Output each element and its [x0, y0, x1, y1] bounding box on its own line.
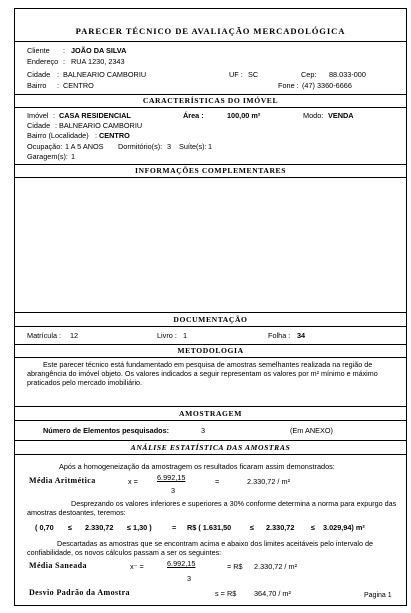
divider	[15, 41, 406, 42]
section-title-methodology: METODOLOGIA	[177, 346, 244, 355]
divider	[15, 107, 406, 108]
client-label: Cliente	[27, 46, 50, 55]
le-sign: ≤	[311, 523, 316, 532]
garage-value: 1	[71, 152, 76, 161]
sanitized-mean-label: Média Saneada	[29, 561, 87, 570]
colon: :	[57, 81, 60, 90]
range-factor: ≤ 1,30 )	[127, 523, 152, 532]
occupancy-value: 1 A 5 ANOS	[65, 142, 104, 151]
divider	[15, 312, 406, 313]
discard-note: Desprezando os valores inferiores e superiores a 30% conforme determina a norma para expurgo das amostras destoantes, teremos:	[27, 499, 397, 518]
equals-sign: =	[172, 523, 177, 532]
section-title-documentation: DOCUMENTAÇÃO	[173, 315, 248, 324]
methodology-text: Este parecer técnico está fundamentado em pesquisa de amostras semelhantes realizada na região de abrangência do imóvel objeto. Os valores indicados a seguir representam os valores por m² mínimo e máximo praticados pelo mercado imobiliário.	[27, 360, 378, 388]
section-title-characteristics: CARACTERÍSTICAS DO IMÓVEL	[142, 96, 279, 105]
address-label: Endereço	[27, 57, 59, 66]
bedrooms-label: Dormitório(s):	[118, 142, 163, 151]
range-min: R$ ( 1.631,50	[187, 523, 232, 532]
report-title: PARECER TÉCNICO DE AVALIAÇÃO MERCADOLÓGICA	[75, 26, 346, 36]
sanitized-mean-result: 2.330,72 / m²	[254, 562, 297, 571]
sanitized-mean-denominator: 3	[187, 574, 192, 583]
property-district-value: CENTRO	[99, 131, 130, 140]
colon: :	[53, 111, 56, 120]
report-sheet	[14, 8, 407, 606]
divider	[15, 326, 406, 327]
mean-result: 2.330,72 / m²	[247, 477, 290, 486]
std-deviation-symbol: s = R$	[215, 589, 237, 598]
sample-count-label: Número de Elementos pesquisados:	[43, 426, 170, 435]
divider	[15, 406, 406, 407]
mode-value: VENDA	[328, 111, 354, 120]
phone-label: Fone :	[278, 81, 299, 90]
district-label: Bairro	[27, 81, 47, 90]
district-value: CENTRO	[63, 81, 94, 90]
page-number: Pagina 1	[364, 592, 392, 599]
divider	[15, 164, 406, 165]
sheet-value: 34	[297, 331, 306, 340]
phone-value: (47) 3360-6666	[302, 81, 352, 90]
section-title-sampling: AMOSTRAGEM	[179, 409, 242, 418]
range-open: ( 0,70	[35, 523, 54, 532]
equals-sign: =	[215, 477, 220, 486]
book-label: Livro :	[157, 331, 177, 340]
divider	[15, 454, 406, 455]
colon: :	[57, 70, 60, 79]
garage-label: Garagem(s):	[27, 152, 68, 161]
book-value: 1	[183, 331, 188, 340]
arithmetic-mean-label: Média Aritmética	[29, 476, 96, 485]
divider	[15, 94, 406, 95]
divider	[15, 420, 406, 421]
occupancy-label: Ocupação:	[27, 142, 63, 151]
property-city-label: Cidade	[27, 121, 51, 130]
sample-note: (Em ANEXO)	[290, 426, 333, 435]
bedrooms-value: 3	[167, 142, 172, 151]
sanitized-mean-symbol: x⁻ =	[130, 562, 144, 571]
sheet-label: Folha :	[268, 331, 291, 340]
sample-count-value: 3	[201, 426, 206, 435]
le-sign: ≤	[250, 523, 255, 532]
sanitized-mean-numerator: 6.992,15	[167, 559, 196, 568]
uf-label: UF :	[229, 70, 243, 79]
divider	[15, 440, 406, 441]
section-title-complementary-info: INFORMAÇÕES COMPLEMENTARES	[134, 166, 287, 175]
mean-symbol: x =	[128, 477, 138, 486]
range-mean: 2.330,72	[266, 523, 295, 532]
city-label: Cidade	[27, 70, 51, 79]
registry-value: 12	[70, 331, 79, 340]
area-value: 100,00 m²	[227, 111, 261, 120]
colon: :	[55, 121, 58, 130]
property-label: Imóvel	[27, 111, 49, 120]
mode-label: Modo:	[303, 111, 324, 120]
divider	[15, 344, 406, 345]
uf-value: SC	[248, 70, 259, 79]
cep-label: Cep:	[301, 70, 317, 79]
le-sign: ≤	[68, 523, 73, 532]
colon: :	[63, 57, 66, 66]
range-max: 3.029,94) m²	[323, 523, 365, 532]
client-name: JOÃO DA SILVA	[71, 46, 127, 55]
mean-denominator: 3	[171, 486, 176, 495]
std-deviation-result: 364,70 / m²	[254, 589, 291, 598]
range-mean: 2.330,72	[85, 523, 114, 532]
address-value: RUA 1230, 2343	[71, 57, 125, 66]
property-city-value: BALNEARIO CAMBORIU	[59, 121, 143, 130]
analysis-intro: Após a homogeneização da amostragem os resultados ficaram assim demonstrados:	[59, 462, 335, 471]
sanitized-mean-equals: = R$	[227, 562, 243, 571]
mean-numerator: 6.992,15	[157, 473, 186, 482]
city-value: BALNEARIO CAMBORIU	[63, 70, 147, 79]
property-district-label: Bairro (Localidade)	[27, 131, 89, 140]
suites-label: Suíte(s):	[179, 142, 207, 151]
divider	[15, 357, 406, 358]
std-deviation-label: Desvio Padrão da Amostra	[29, 588, 130, 597]
complementary-info-area	[15, 178, 406, 312]
registry-label: Matrícula :	[27, 331, 62, 340]
area-label: Área :	[183, 111, 204, 120]
cep-value: 88.033-000	[329, 70, 366, 79]
recalc-note: Descartadas as amostras que se encontram acima e abaixo dos limites aceitáveis pelo intervalo de confiabilidade, os novos cálculos passam a ser os seguintes:	[27, 539, 374, 558]
colon: :	[63, 46, 66, 55]
colon: :	[95, 131, 98, 140]
suites-value: 1	[208, 142, 213, 151]
property-value: CASA RESIDENCIAL	[59, 111, 131, 120]
section-title-statistical-analysis: ANÁLISE ESTATÍSTICA DAS AMOSTRAS	[130, 443, 291, 452]
